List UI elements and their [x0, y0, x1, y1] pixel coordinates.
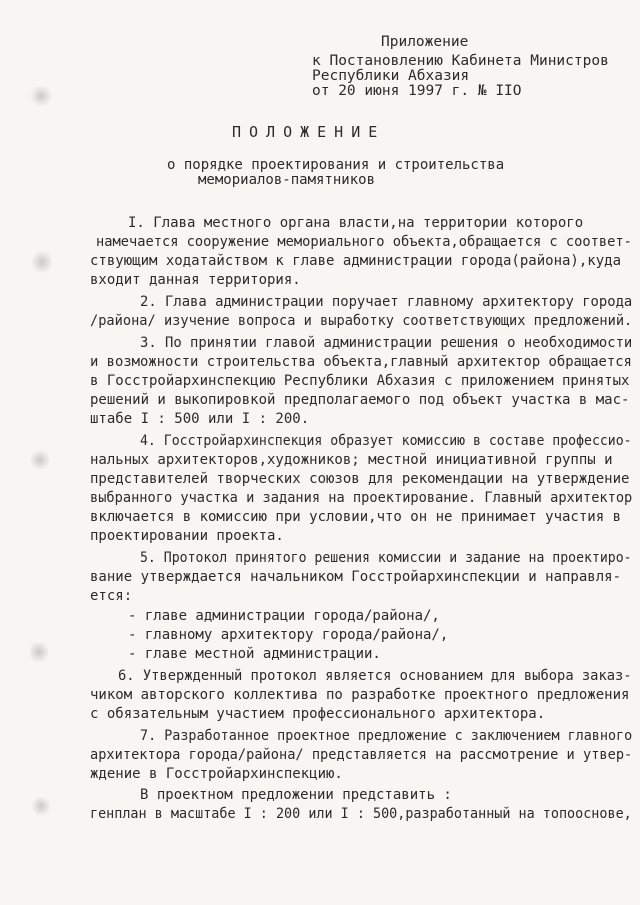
body-line: представителей творческих союзов для рекомендации на утверждение — [90, 471, 630, 487]
body-line: 6. Утвержденный протокол является основанием для выбора заказ- — [118, 668, 632, 684]
body-line: 3. По принятии главой администрации решения о необходимости — [140, 335, 633, 351]
body-line: В проектном предложении представить : — [140, 787, 452, 803]
appendix-label: Приложение — [381, 34, 469, 50]
appendix-republic: Республики Абхазия — [312, 68, 470, 84]
body-line: и возможности строительства объекта,главный архитектор обращается — [90, 354, 632, 370]
body-line: 2. Глава администрации поручает главному архитектору города — [140, 294, 633, 310]
appendix-decree-ref: к Постановлению Кабинета Министров — [312, 53, 609, 69]
body-line: решений и выкопировкой предполагаемого под объект участка в мас- — [90, 392, 630, 408]
body-line: в Госстройархинспекцию Республики Абхазия с приложением принятых — [90, 373, 630, 389]
body-line: ется: — [90, 588, 133, 604]
scan-blot — [30, 450, 50, 470]
body-line: 5. Протокол принятого решения комиссии и задание на проектиро- — [140, 550, 632, 566]
appendix-date: от 20 июня 1997 г. № IIO — [312, 83, 522, 99]
body-line: генплан в масштабе I : 200 или I : 500,разработанный на топооснове, — [90, 806, 632, 822]
body-line: проектировании проекта. — [90, 528, 284, 544]
body-line: входит данная территория. — [90, 272, 301, 288]
body-line: с обязательным участием профессионального архитектора. — [90, 706, 546, 722]
document-subtitle-line-2: мемориалов-памятников — [198, 172, 376, 188]
body-line: ждение в Госстройархинспекцию. — [90, 766, 343, 782]
body-line: архитектора города/района/ представляется на рассмотрение и утвер- — [90, 747, 633, 763]
body-line: I. Глава местного органа власти,на территории которого — [128, 215, 584, 231]
scan-blot — [32, 250, 52, 274]
body-line: - главному архитектору города/района/, — [128, 627, 449, 643]
body-line: чиком авторского коллектива по разработке проектного предложения — [90, 687, 630, 703]
scan-blot — [32, 796, 50, 816]
body-line: намечается сооружение мемориального объекта,обращается с соответ- — [96, 234, 632, 250]
scan-blot — [30, 640, 48, 664]
body-line: выбранного участка и задания на проектирование. Главный архитектор — [90, 490, 633, 506]
body-line: нальных архитекторов,художников; местной инициативной группы и — [90, 452, 613, 468]
body-line: /района/ изучение вопроса и выработку соответствующих предложений. — [90, 313, 633, 329]
body-line: 7. Разработанное проектное предложение с заключением главного — [140, 728, 633, 744]
body-line: штабе I : 500 или I : 200. — [90, 411, 310, 427]
body-line: вание утверждается начальником Госстройархинспекции и направля- — [90, 569, 622, 585]
body-line: 4. Госстройархинспекция образует комиссию в составе профессио- — [140, 433, 632, 449]
document-title: ПОЛОЖЕНИЕ — [232, 123, 386, 141]
body-line: ствующим ходатайством к главе администрации города(района),куда — [90, 253, 622, 269]
body-line: - главе местной администрации. — [128, 646, 381, 662]
body-line: включается в комиссию при условии,что он не принимает участия в — [90, 509, 622, 525]
body-line: - главе администрации города/района/, — [128, 608, 440, 624]
document-subtitle-line-1: о порядке проектирования и строительства — [167, 157, 505, 173]
scan-blot — [30, 86, 52, 106]
